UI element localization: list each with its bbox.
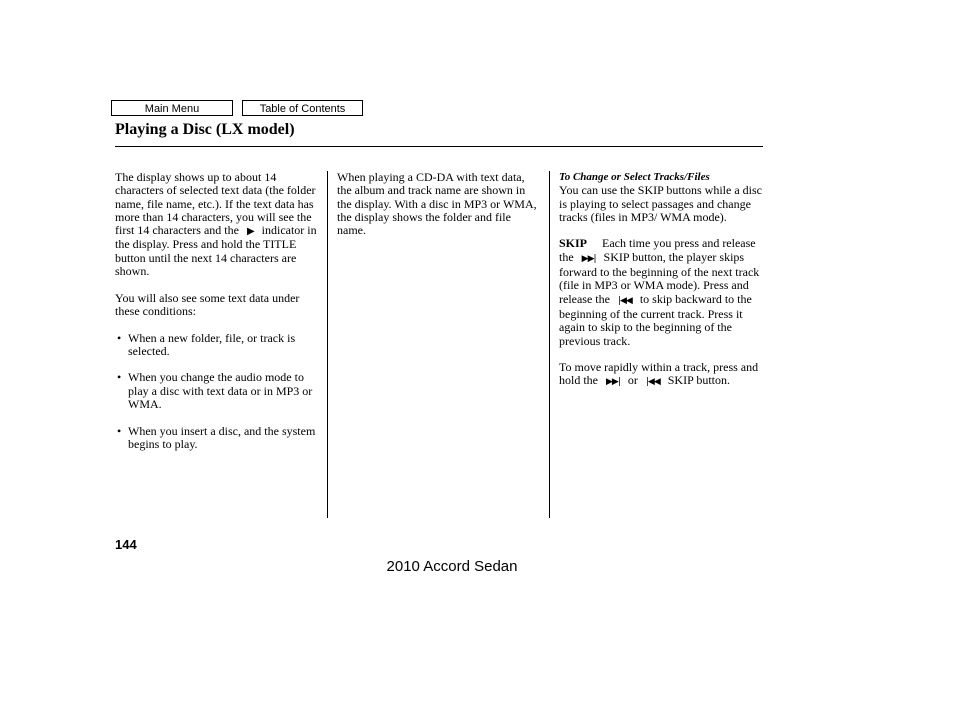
- list-item: • When you change the audio mode to play a disc with text data or in MP3 or WMA.: [115, 371, 320, 411]
- skip-back-icon: |◀◀: [617, 295, 632, 306]
- column-left: [115, 171, 320, 465]
- paragraph-text: indicator in the display. Press and hold the TITLE button until the next 14 characters are shown.: [115, 223, 317, 279]
- paragraph-skip-intro: You can use the SKIP buttons while a disc is playing to select passages and change tracks (files in MP3/ WMA mode).: [559, 183, 762, 224]
- paragraph-text: SKIP button.: [667, 373, 730, 388]
- paragraph-text: Each time you press and release the: [559, 236, 756, 264]
- paragraph-text: The display shows up to about 14 characters of selected text data (the folder name, file name, etc.). If the text data has more than 14 characters, you will see the first 14 characters and the: [115, 170, 316, 238]
- paragraph-text: To move rapidly within a track, press and hold the: [559, 360, 759, 388]
- paragraph-text: SKIP button, the player skips forward to the beginning of the next track (file in MP3 or WMA mode). Press and release the: [559, 249, 760, 306]
- column-divider: [327, 171, 328, 518]
- paragraph-rapid: [559, 361, 764, 390]
- subheading: To Change or Select Tracks/Files: [559, 171, 710, 183]
- column-divider: [549, 171, 550, 518]
- paragraph-skip: [559, 237, 764, 347]
- list-item: • When a new folder, file, or track is selected.: [115, 332, 320, 359]
- main-menu-button[interactable]: Main Menu: [111, 100, 233, 116]
- footer-title: 2010 Accord Sedan: [386, 558, 518, 575]
- column-middle: [337, 171, 542, 251]
- title-divider: [115, 146, 763, 147]
- skip-forward-icon: ▶▶|: [606, 377, 620, 388]
- skip-label: SKIP: [559, 236, 588, 251]
- list-item: • When you insert a disc, and the system begins to play.: [115, 425, 320, 452]
- conditions-list: [115, 332, 320, 452]
- page-number: 144: [115, 537, 137, 552]
- table-of-contents-button[interactable]: Table of Contents: [242, 100, 363, 116]
- skip-back-icon: |◀◀: [645, 377, 660, 388]
- paragraph-conditions: You will also see some text data under these conditions:: [115, 290, 300, 318]
- indicator-arrow-icon: ▶: [246, 226, 254, 238]
- paragraph-text: to skip backward to the beginning of the current track. Press it again to skip to the beginning of the previous track.: [559, 291, 752, 348]
- skip-forward-icon: ▶▶|: [581, 253, 596, 264]
- paragraph-display-text: [115, 171, 320, 278]
- column-right: [559, 171, 764, 403]
- paragraph-text: or: [627, 373, 638, 388]
- paragraph-cdda: When playing a CD-DA with text data, the album and track name are shown in the display. With a disc in MP3 or WMA, the display shows the folder and file name.: [337, 170, 537, 238]
- page-title: Playing a Disc (LX model): [115, 121, 295, 138]
